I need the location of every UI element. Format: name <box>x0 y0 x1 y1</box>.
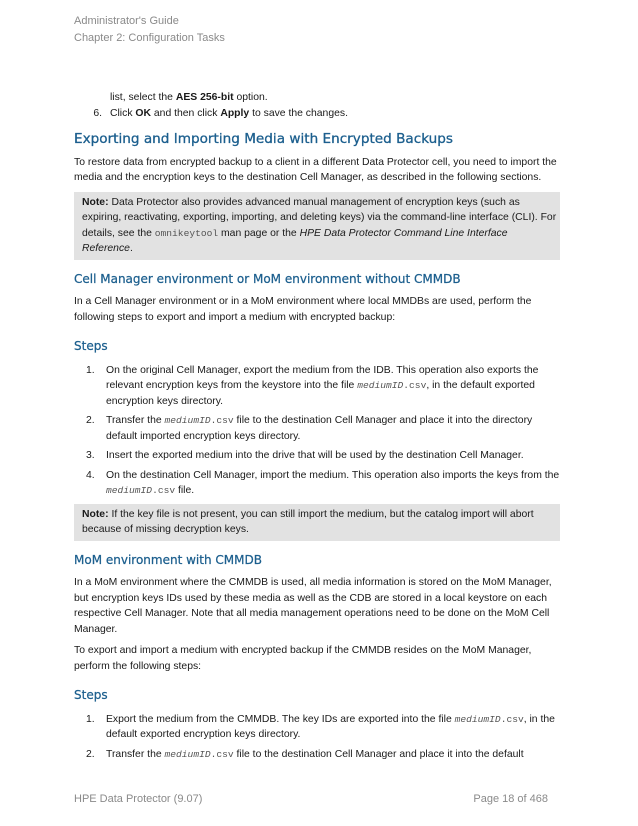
continued-step: list, select the AES 256-bit option. <box>110 92 268 103</box>
subsection-heading-cell-manager: Cell Manager environment or MoM environment without CMMDB <box>74 271 461 286</box>
page-content <box>74 90 560 766</box>
subsection-paragraph: In a MoM environment where the CMMDB is used, all media information is stored on the MoM Manager, but encryption keys IDs used by these media as well as the CDB are stored in a local keystore on each respective Cell Manager. Note that all media management operations need to be done on the MoM Cell Manager. <box>74 577 552 635</box>
step-6: 6. Click OK and then click Apply to save the changes. <box>93 107 348 119</box>
section-intro: To restore data from encrypted backup to a client in a different Data Protector cell, you need to import the media and the encryption keys to the destination Cell Manager, as described in the following sections. <box>74 156 557 183</box>
subsection-intro: In a Cell Manager environment or in a MoM environment where local MMDBs are used, perform the following steps to export and import a medium with encrypted backup: <box>74 296 532 323</box>
step-item: 2. Transfer the mediumID.csv file to the destination Cell Manager and place it into the directory default imported encryption keys directory. <box>86 415 533 442</box>
guide-title: Administrator's Guide <box>74 15 179 27</box>
footer-product: HPE Data Protector (9.07) <box>74 793 203 805</box>
page-number: Page 18 of 468 <box>473 793 548 805</box>
subsection-paragraph: To export and import a medium with encrypted backup if the CMMDB resides on the MoM Manager, perform the following steps: <box>74 645 532 672</box>
note-box: Note: Data Protector also provides advanced manual management of encryption keys (such as expiring, reactivating, exporting, importing, and deleting keys) via the command-line interface (CLI). For details, see the omnikeytool man page or the HPE Data Protector Command Line Interface Reference. <box>74 192 560 260</box>
step-item: 1. On the original Cell Manager, export the medium from the IDB. This operation also exports the relevant encryption keys from the keystore into the file mediumID.csv, in the default exported encryption keys directory. <box>86 364 539 407</box>
command-name: omnikeytool <box>154 227 219 239</box>
step-item: 1. Export the medium from the CMMDB. The key IDs are exported into the file mediumID.csv, in the default exported encryption keys directory. <box>86 713 555 740</box>
step-item: 4. On the destination Cell Manager, import the medium. This operation also imports the keys from the mediumID.csv file. <box>86 469 560 496</box>
chapter-title: Chapter 2: Configuration Tasks <box>74 32 225 44</box>
step-item: 2. Transfer the mediumID.csv file to the destination Cell Manager and place it into the default <box>86 748 524 760</box>
subsection-heading-mom: MoM environment with CMMDB <box>74 552 262 567</box>
step-item: 3. Insert the exported medium into the drive that will be used by the destination Cell Manager. <box>86 450 524 461</box>
steps-list <box>74 712 560 763</box>
steps-heading: Steps <box>74 339 108 353</box>
section-heading: Exporting and Importing Media with Encrypted Backups <box>74 131 453 147</box>
note-box: Note: If the key file is not present, you can still import the medium, but the catalog import will abort because of missing decryption keys. <box>74 504 560 541</box>
steps-heading: Steps <box>74 688 108 702</box>
steps-list <box>74 363 560 499</box>
reference-link: HPE Data Protector Command Line Interface Reference <box>82 227 508 254</box>
